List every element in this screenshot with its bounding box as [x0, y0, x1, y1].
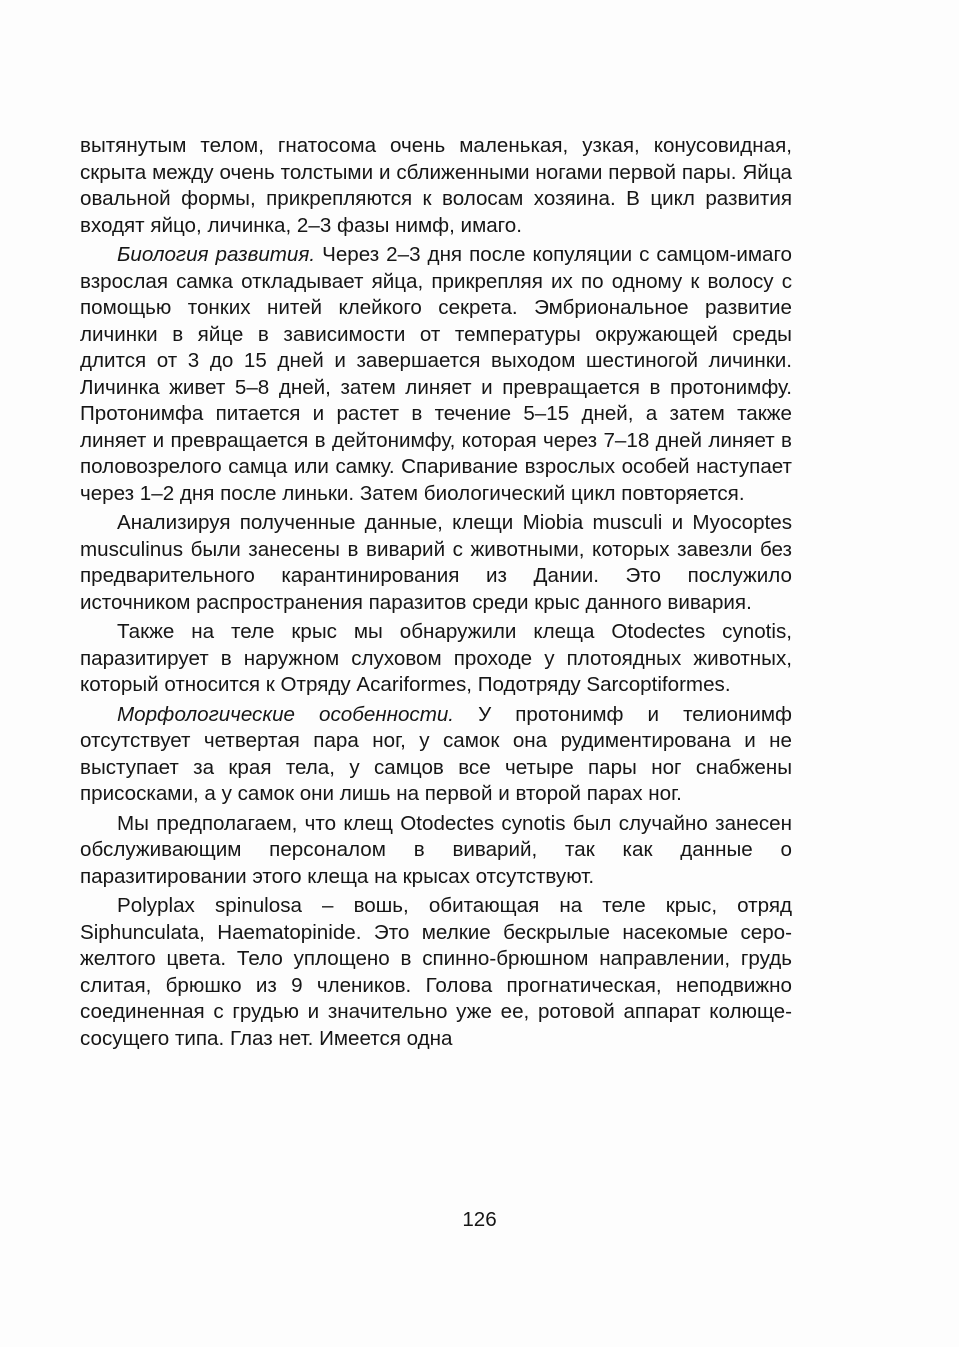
paragraph-continuation — [80, 133, 792, 239]
paragraph-morphology — [80, 702, 792, 808]
body-text — [80, 133, 792, 1055]
paragraph-text: Также на теле крыс мы обнаружили клеща Otodectes cynotis, паразитирует в наружном слуховом проходе у плотоядных животных, который относится к Отряду Acariformes, Подотряду Sarcoptiformes. — [80, 620, 792, 696]
paragraph-heading: Биология развития. — [117, 243, 316, 266]
paragraph-otodectes — [80, 619, 792, 699]
paragraph-text: Через 2–3 дня после копуляции с самцом-имаго взрослая самка откладывает яйца, прикрепляя их по одному к волосу с помощью тонких нитей клейкого секрета. Эмбриональное развитие личинки в яйце в зависимости от температуры окружающей среды длится от 3 до 15 дней и завершается выходом шестиногой личинки. Личинка живет 5–8 дней, затем линяет и превращается в протонимфу. Протонимфа питается и растет в течение 5–15 дней, а затем также линяет и превращается в дейтонимфу, которая через 7–18 дней линяет в половозрелого самца или самку. Спаривание взрослых особей наступает через 1–2 дня после линьки. Затем биологический цикл повторяется. — [80, 243, 792, 505]
paragraph-analysis — [80, 510, 792, 616]
paragraph-assumption — [80, 811, 792, 891]
paragraph-biology-of-development — [80, 242, 792, 507]
paragraph-heading: Морфологические особенности. — [117, 702, 455, 726]
paragraph-text: Анализируя полученные данные, клещи Miobia musculi и Myocoptes musculinus были занесены в виварий с животными, которых завезли без предварительного карантинирования из Дании. Это послужило источником распространения паразитов среди крыс данного вивария. — [80, 511, 792, 614]
paragraph-text: Polyplax spinulosa – вошь, обитающая на теле крыс, отряд Siphunculata, Haematopinide. Это мелкие бескрылые насекомые серо-желтого цвета. Тело уплощено в спинно-брюшном направлении, грудь слитая, брюшко из 9 члеников. Голова прогнатическая, неподвижно соединенная с грудью и значительно уже ее, ротовой аппарат колюще-сосущего типа. Глаз нет. Имеется одна — [80, 894, 792, 1050]
page-number: 126 — [462, 1208, 497, 1231]
paragraph-text: У протонимф и телионимф отсутствует четвертая пара ног, у самок она рудиментирована и не выступает за края тела, у самцов все четыре пары ног снабжены присосками, а у самок они лишь на первой и второй парах ног. — [80, 702, 792, 805]
paragraph-polyplax — [80, 893, 792, 1052]
paragraph-text: вытянутым телом, гнатосома очень маленькая, узкая, конусовидная, скрыта между очень толстыми и сближенными ногами первой пары. Яйца овальной формы, прикрепляются к волосам хозяина. В цикл развития входят яйцо, личинка, 2–3 фазы нимф, имаго. — [80, 134, 792, 237]
paragraph-text: Мы предполагаем, что клещ Otodectes cynotis был случайно занесен обслуживающим персоналом в виварий, так как данные о паразитировании этого клеща на крысах отсутствуют. — [80, 811, 792, 888]
